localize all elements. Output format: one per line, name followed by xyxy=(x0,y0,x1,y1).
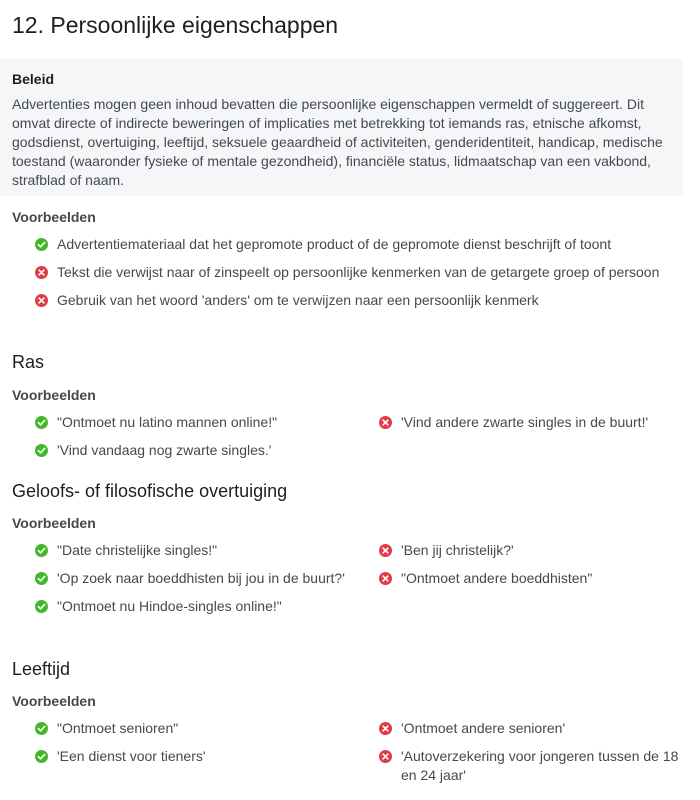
example-disallowed xyxy=(35,263,675,282)
example-disallowed xyxy=(379,413,679,432)
check-circle-icon xyxy=(35,722,48,735)
section-title-geloof: Geloofs- of filosofische overtuiging xyxy=(12,481,288,501)
example-text: 'Op zoek naar boeddhisten bij jou in de buurt?' xyxy=(57,570,345,586)
example-disallowed xyxy=(379,719,679,738)
example-text: 'Autoverzekering voor jongeren tussen de 18 en 24 jaar' xyxy=(401,748,679,783)
examples-heading: Voorbeelden xyxy=(12,693,96,709)
example-allowed xyxy=(35,569,365,588)
check-circle-icon xyxy=(35,572,48,585)
example-text: 'Ben jij christelijk?' xyxy=(401,542,514,558)
examples-heading: Voorbeelden xyxy=(12,387,96,403)
policy-heading: Beleid xyxy=(12,71,55,87)
example-allowed xyxy=(35,235,675,254)
section-title-ras: Ras xyxy=(12,352,45,372)
check-circle-icon xyxy=(35,416,48,429)
example-text: 'Vind andere zwarte singles in de buurt!' xyxy=(401,414,649,430)
example-disallowed xyxy=(379,747,679,785)
example-disallowed xyxy=(379,569,679,588)
example-text: "Ontmoet nu latino mannen online!" xyxy=(57,414,278,430)
example-allowed xyxy=(35,413,355,432)
example-disallowed xyxy=(379,541,679,560)
check-circle-icon xyxy=(35,444,48,457)
example-text: Gebruik van het woord 'anders' om te verwijzen naar een persoonlijk kenmerk xyxy=(57,292,539,308)
cross-circle-icon xyxy=(379,544,392,557)
cross-circle-icon xyxy=(35,294,48,307)
example-allowed xyxy=(35,441,355,460)
page-title: 12. Persoonlijke eigenschappen xyxy=(12,12,339,38)
cross-circle-icon xyxy=(35,266,48,279)
check-circle-icon xyxy=(35,750,48,763)
cross-circle-icon xyxy=(379,416,392,429)
example-text: "Ontmoet andere boeddhisten" xyxy=(401,570,593,586)
cross-circle-icon xyxy=(379,750,392,763)
example-allowed xyxy=(35,719,355,738)
check-circle-icon xyxy=(35,600,48,613)
example-text: Advertentiemateriaal dat het gepromote product of de gepromote dienst beschrijft of toont xyxy=(57,236,612,252)
example-text: "Ontmoet senioren" xyxy=(57,720,179,736)
example-disallowed xyxy=(35,291,675,310)
cross-circle-icon xyxy=(379,722,392,735)
example-text: 'Ontmoet andere senioren' xyxy=(401,720,566,736)
example-text: Tekst die verwijst naar of zinspeelt op persoonlijke kenmerken van de getargete groep of persoon xyxy=(57,264,660,280)
check-circle-icon xyxy=(35,544,48,557)
example-text: 'Vind vandaag nog zwarte singles.' xyxy=(57,442,272,458)
example-allowed xyxy=(35,747,355,766)
check-circle-icon xyxy=(35,238,48,251)
cross-circle-icon xyxy=(379,572,392,585)
section-title-leeftijd: Leeftijd xyxy=(12,659,71,679)
policy-box xyxy=(0,59,683,196)
example-text: 'Een dienst voor tieners' xyxy=(57,748,206,764)
example-text: "Date christelijke singles!" xyxy=(57,542,218,558)
policy-text: Advertenties mogen geen inhoud bevatten die persoonlijke eigenschappen vermeldt of suggereert. Dit omvat directe of indirecte beweringen of implicaties met betrekking tot iemands ras, etnische afkomst, godsdienst, overtuiging, leeftijd, seksuele geaardheid of activiteiten, genderidentiteit, handicap, medische toestand (waaronder fysieke of mentale gezondheid), financiële status, lidmaatschap van een vakbond, strafblad of naam. xyxy=(12,96,663,188)
example-allowed xyxy=(35,597,355,616)
examples-heading: Voorbeelden xyxy=(12,515,96,531)
example-allowed xyxy=(35,541,355,560)
example-text: "Ontmoet nu Hindoe-singles online!" xyxy=(57,598,282,614)
examples-heading: Voorbeelden xyxy=(12,209,96,225)
